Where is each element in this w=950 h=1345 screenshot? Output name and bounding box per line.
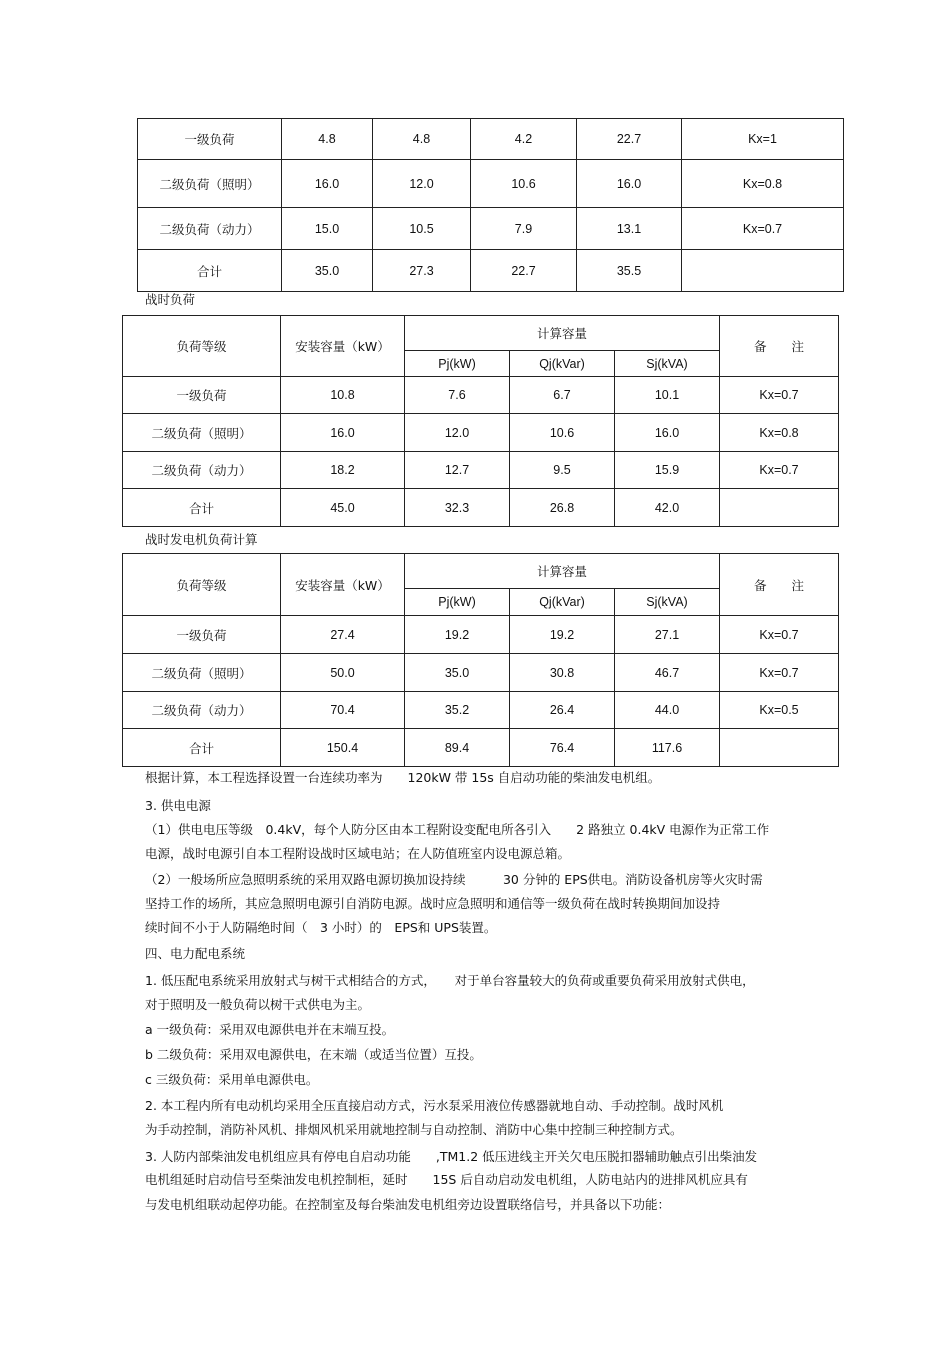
header-installed-capacity: 安装容量（kW）	[281, 554, 405, 616]
note-cell: Kx=0.7	[720, 616, 839, 654]
row-label-cell: 二级负荷（动力）	[123, 452, 281, 489]
table-row	[123, 452, 839, 489]
header-load-level: 负荷等级	[123, 554, 281, 616]
value-cell: 12.0	[373, 160, 471, 208]
paragraph-line: 1. 低压配电系统采用放射式与树干式相结合的方式， 对于单台容量较大的负荷或重要负荷采用放射式供电，	[145, 973, 755, 988]
value-cell: 35.5	[577, 250, 682, 292]
header-pj: Pj(kW)	[405, 589, 510, 616]
value-cell: 89.4	[405, 729, 510, 767]
paragraph-line: 与发电机组联动起停功能。在控制室及每台柴油发电机组旁边设置联络信号，并具备以下功能：	[145, 1197, 671, 1212]
note-cell: Kx=0.8	[720, 414, 839, 452]
value-cell: 27.1	[615, 616, 720, 654]
header-installed-capacity: 安装容量（kW）	[281, 316, 405, 377]
paragraph-line: 3. 供电电源	[145, 798, 211, 813]
value-cell: 16.0	[577, 160, 682, 208]
value-cell: 10.6	[471, 160, 577, 208]
value-cell: 7.9	[471, 208, 577, 250]
caption-wartime-load: 战时负荷	[145, 292, 196, 307]
paragraph-line: 续时间不小于人防隔绝时间（ 3 小时）的 EPS和 UPS装置。	[145, 920, 497, 935]
value-cell: 9.5	[510, 452, 615, 489]
row-label-cell: 二级负荷（照明）	[138, 160, 282, 208]
row-label-cell: 一级负荷	[138, 119, 282, 160]
note-cell: Kx=0.7	[720, 452, 839, 489]
row-label-cell: 二级负荷（动力）	[123, 692, 281, 729]
value-cell: 42.0	[615, 489, 720, 527]
value-cell: 12.7	[405, 452, 510, 489]
table-row	[123, 616, 839, 654]
value-cell: 35.0	[405, 654, 510, 692]
value-cell: 13.1	[577, 208, 682, 250]
header-calc-capacity: 计算容量	[405, 316, 720, 351]
value-cell: 4.2	[471, 119, 577, 160]
value-cell: 35.2	[405, 692, 510, 729]
value-cell: 18.2	[281, 452, 405, 489]
paragraph-line: 四、电力配电系统	[145, 946, 246, 961]
header-load-level: 负荷等级	[123, 316, 281, 377]
value-cell: 15.0	[282, 208, 373, 250]
note-cell: Kx=0.7	[720, 377, 839, 414]
table-row	[123, 654, 839, 692]
header-calc-capacity: 计算容量	[405, 554, 720, 589]
paragraph-line: （2）一般场所应急照明系统的采用双路电源切换加设持续 30 分钟的 EPS供电。消防设备机房等火灾时需	[145, 872, 763, 887]
table-row	[138, 250, 844, 292]
note-cell: Kx=0.5	[720, 692, 839, 729]
value-cell: 45.0	[281, 489, 405, 527]
row-label-cell: 合计	[123, 729, 281, 767]
value-cell: 22.7	[577, 119, 682, 160]
paragraph-line: 根据计算，本工程选择设置一台连续功率为 120kW 带 15s 自启动功能的柴油发电机组。	[145, 770, 661, 785]
paragraph-line: c 三级负荷：采用单电源供电。	[145, 1072, 319, 1087]
table-row	[123, 692, 839, 729]
note-cell	[720, 729, 839, 767]
load-table-3	[122, 553, 839, 767]
paragraph-line: 电源，战时电源引自本工程附设战时区域电站；在人防值班室内设电源总箱。	[145, 846, 571, 861]
note-cell: Kx=0.7	[720, 654, 839, 692]
value-cell: 44.0	[615, 692, 720, 729]
value-cell: 150.4	[281, 729, 405, 767]
header-qj: Qj(kVar)	[510, 351, 615, 377]
load-table-2	[122, 315, 839, 527]
table-row	[123, 414, 839, 452]
note-cell	[682, 250, 844, 292]
note-cell: Kx=1	[682, 119, 844, 160]
header-note: 备 注	[720, 316, 839, 377]
value-cell: 46.7	[615, 654, 720, 692]
value-cell: 12.0	[405, 414, 510, 452]
paragraph-line: 电机组延时启动信号至柴油发电机控制柜，延时 15S 后自动启动发电机组，人防电站内的进排风机应具有	[145, 1172, 748, 1187]
paragraph-line: 为手动控制，消防补风机、排烟风机采用就地控制与自动控制、消防中心集中控制三种控制方式。	[145, 1122, 683, 1137]
table-row	[138, 208, 844, 250]
value-cell: 76.4	[510, 729, 615, 767]
header-pj: Pj(kW)	[405, 351, 510, 377]
load-table-1	[137, 118, 844, 292]
row-label-cell: 二级负荷（照明）	[123, 654, 281, 692]
paragraph-line: 对于照明及一般负荷以树干式供电为主。	[145, 997, 371, 1012]
caption-generator-load: 战时发电机负荷计算	[145, 532, 258, 547]
note-cell: Kx=0.7	[682, 208, 844, 250]
note-cell	[720, 489, 839, 527]
row-label-cell: 一级负荷	[123, 377, 281, 414]
value-cell: 10.1	[615, 377, 720, 414]
table-row	[123, 377, 839, 414]
value-cell: 19.2	[405, 616, 510, 654]
header-note: 备 注	[720, 554, 839, 616]
table-row	[123, 729, 839, 767]
value-cell: 16.0	[615, 414, 720, 452]
value-cell: 4.8	[373, 119, 471, 160]
value-cell: 10.5	[373, 208, 471, 250]
value-cell: 7.6	[405, 377, 510, 414]
value-cell: 16.0	[281, 414, 405, 452]
header-sj: Sj(kVA)	[615, 589, 720, 616]
value-cell: 70.4	[281, 692, 405, 729]
row-label-cell: 二级负荷（动力）	[138, 208, 282, 250]
paragraph-line: a 一级负荷：采用双电源供电并在末端互投。	[145, 1022, 395, 1037]
table-row	[123, 489, 839, 527]
table-row	[138, 119, 844, 160]
paragraph-line: 坚持工作的场所，其应急照明电源引自消防电源。战时应急照明和通信等一级负荷在战时转换期间加设持	[145, 896, 721, 911]
paragraph-line: 3. 人防内部柴油发电机组应具有停电自启动功能 ,TM1.2 低压进线主开关欠电压脱扣器辅助触点引出柴油发	[145, 1149, 758, 1164]
paragraph-line: b 二级负荷：采用双电源供电，在末端（或适当位置）互投。	[145, 1047, 482, 1062]
value-cell: 35.0	[282, 250, 373, 292]
row-label-cell: 一级负荷	[123, 616, 281, 654]
value-cell: 117.6	[615, 729, 720, 767]
paragraph-line: 2. 本工程内所有电动机均采用全压直接启动方式，污水泵采用液位传感器就地自动、手动控制。战时风机	[145, 1098, 724, 1113]
value-cell: 22.7	[471, 250, 577, 292]
value-cell: 15.9	[615, 452, 720, 489]
value-cell: 27.3	[373, 250, 471, 292]
row-label-cell: 合计	[123, 489, 281, 527]
value-cell: 32.3	[405, 489, 510, 527]
note-cell: Kx=0.8	[682, 160, 844, 208]
value-cell: 30.8	[510, 654, 615, 692]
table-row	[138, 160, 844, 208]
header-qj: Qj(kVar)	[510, 589, 615, 616]
value-cell: 27.4	[281, 616, 405, 654]
row-label-cell: 合计	[138, 250, 282, 292]
row-label-cell: 二级负荷（照明）	[123, 414, 281, 452]
value-cell: 16.0	[282, 160, 373, 208]
value-cell: 26.8	[510, 489, 615, 527]
value-cell: 10.6	[510, 414, 615, 452]
value-cell: 50.0	[281, 654, 405, 692]
value-cell: 19.2	[510, 616, 615, 654]
value-cell: 6.7	[510, 377, 615, 414]
value-cell: 26.4	[510, 692, 615, 729]
paragraph-line: （1）供电电压等级 0.4kV，每个人防分区由本工程附设变配电所各引入 2 路独立 0.4kV 电源作为正常工作	[145, 822, 770, 837]
value-cell: 10.8	[281, 377, 405, 414]
header-sj: Sj(kVA)	[615, 351, 720, 377]
value-cell: 4.8	[282, 119, 373, 160]
